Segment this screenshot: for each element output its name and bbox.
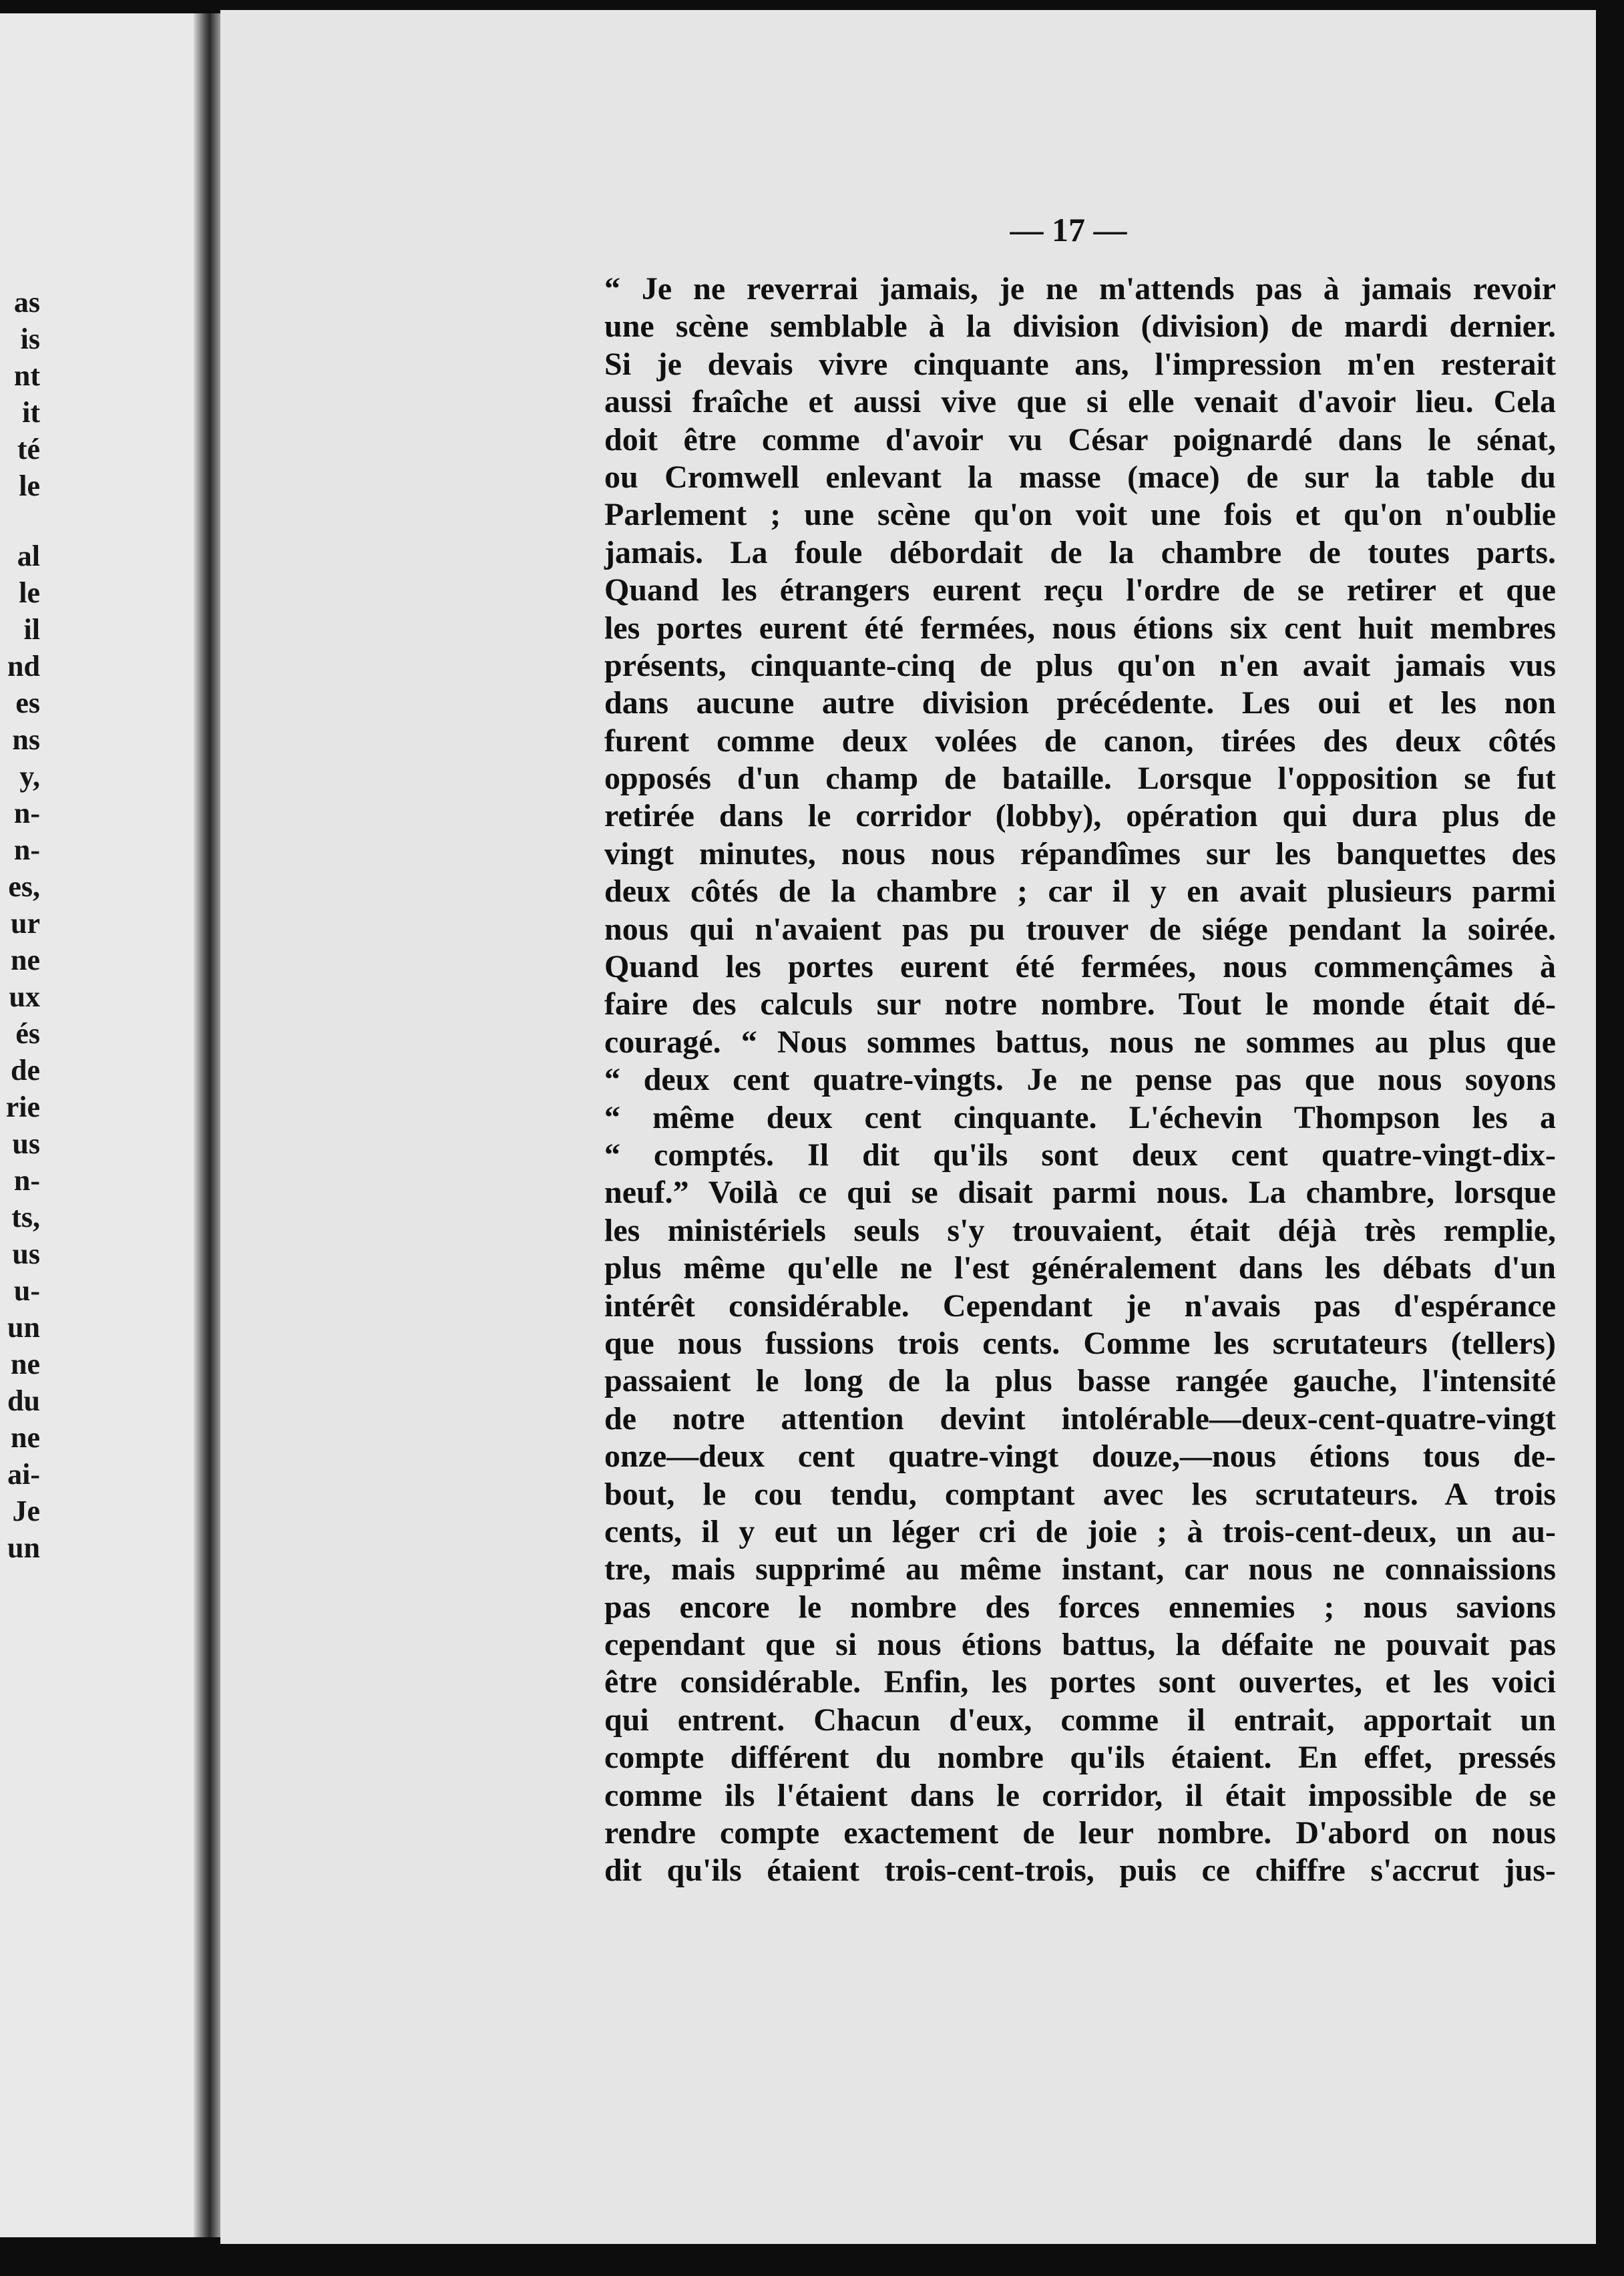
previous-page-fragment: it (22, 396, 40, 429)
previous-page-fragment: ne (11, 1421, 40, 1454)
text-line: passaient le long de la plus basse rangée gauche, l'intensité (604, 1363, 1556, 1399)
text-line: dans aucune autre division précédente. Les oui et les non (604, 685, 1556, 721)
text-line: être considérable. Enfin, les portes sont ouvertes, et les voici (604, 1664, 1556, 1700)
text-line: Quand les étrangers eurent reçu l'ordre de se retirer et que (604, 572, 1556, 608)
text-line: compte différent du nombre qu'ils étaient. En effet, pressés (604, 1740, 1556, 1776)
text-line: furent comme deux volées de canon, tirées des deux côtés (604, 723, 1556, 759)
text-line: neuf.” Voilà ce qui se disait parmi nous. La chambre, lorsque (604, 1175, 1556, 1211)
text-line: doit être comme d'avoir vu César poignardé dans le sénat, (604, 421, 1556, 457)
previous-page-fragment: un (7, 1531, 40, 1564)
previous-page-fragment: y, (19, 760, 40, 793)
text-line: “ deux cent quatre-vingts. Je ne pense pas que nous soyons (604, 1062, 1556, 1098)
text-line: onze—deux cent quatre-vingt douze,—nous étions tous de- (604, 1439, 1556, 1475)
previous-page-fragment: al (17, 540, 40, 572)
text-line: Parlement ; une scène qu'on voit une fois et qu'on n'oublie (604, 497, 1556, 533)
text-line: ou Cromwell enlevant la masse (mace) de sur la table du (604, 459, 1556, 495)
previous-page-fragment: es, (8, 870, 40, 903)
previous-page-fragment: as (13, 286, 40, 319)
previous-page-fragment: is (20, 323, 40, 355)
text-line: retirée dans le corridor (lobby), opération qui dura plus de (604, 798, 1556, 834)
previous-page-edge (0, 13, 202, 2237)
text-line: dit qu'ils étaient trois-cent-trois, puis ce chiffre s'accrut jus- (604, 1853, 1556, 1889)
previous-page-fragment: un (7, 1311, 40, 1344)
previous-page-fragment: ai- (7, 1458, 40, 1491)
previous-page-fragment: Je (12, 1495, 40, 1527)
previous-page-fragment: rie (5, 1091, 40, 1123)
text-line: vingt minutes, nous nous répandîmes sur les banquettes des (604, 835, 1556, 872)
previous-page-fragment: le (19, 469, 40, 502)
text-line: bout, le cou tendu, comptant avec les scrutateurs. A trois (604, 1476, 1556, 1512)
text-line: cents, il y eut un léger cri de joie ; à trois-cent-deux, un au- (604, 1513, 1556, 1549)
previous-page-fragment: n- (13, 833, 40, 866)
previous-page-fragment: n- (13, 1164, 40, 1197)
text-line: Quand les portes eurent été fermées, nous commençâmes à (604, 949, 1556, 985)
text-line: les ministériels seuls s'y trouvaient, était déjà très remplie, (604, 1212, 1556, 1248)
text-line: plus même qu'elle ne l'est généralement dans les débats d'un (604, 1250, 1556, 1286)
previous-page-fragment: es (15, 687, 40, 719)
previous-page-fragment: n- (13, 797, 40, 829)
text-line: jamais. La foule débordait de la chambre de toutes parts. (604, 534, 1556, 570)
text-line: comme ils l'étaient dans le corridor, il était impossible de se (604, 1777, 1556, 1813)
previous-page-fragment: nd (7, 650, 40, 683)
text-line: pas encore le nombre des forces ennemies ; nous savions (604, 1589, 1556, 1625)
previous-page-fragment: ts, (11, 1201, 40, 1234)
previous-page-fragment: és (15, 1017, 40, 1050)
previous-page-fragment: le (19, 576, 40, 609)
previous-page-fragment: us (12, 1127, 40, 1160)
previous-page-fragment: du (7, 1384, 40, 1417)
book-gutter (194, 13, 220, 2237)
text-line: présents, cinquante-cinq de plus qu'on n'en avait jamais vus (604, 647, 1556, 683)
text-line: qui entrent. Chacun d'eux, comme il entrait, apportait un (604, 1702, 1556, 1738)
text-line: Si je devais vivre cinquante ans, l'impression m'en resterait (604, 346, 1556, 382)
previous-page-fragment: nt (13, 359, 40, 392)
text-line: de notre attention devint intolérable—deux-cent-quatre-vingt (604, 1400, 1556, 1437)
page-body-text (604, 270, 1556, 1890)
previous-page-fragment: de (11, 1054, 40, 1087)
previous-page-fragment: ne (11, 1348, 40, 1380)
text-line: nous qui n'avaient pas pu trouver de siége pendant la soirée. (604, 911, 1556, 947)
text-line: les portes eurent été fermées, nous étions six cent huit membres (604, 610, 1556, 646)
previous-page-line-fragments (0, 284, 40, 1566)
text-line: que nous fussions trois cents. Comme les scrutateurs (tellers) (604, 1325, 1556, 1361)
text-line: deux côtés de la chambre ; car il y en avait plusieurs parmi (604, 874, 1556, 910)
text-line: rendre compte exactement de leur nombre. D'abord on nous (604, 1815, 1556, 1851)
text-line: “ comptés. Il dit qu'ils sont deux cent quatre-vingt-dix- (604, 1137, 1556, 1173)
previous-page-fragment: ns (12, 723, 40, 756)
page-number: — 17 — (1010, 211, 1127, 248)
text-line: tre, mais supprimé au même instant, car nous ne connaissions (604, 1551, 1556, 1587)
text-line: “ Je ne reverrai jamais, je ne m'attends pas à jamais revoir (604, 271, 1556, 307)
previous-page-fragment: té (17, 433, 40, 465)
book-page (220, 10, 1596, 2244)
previous-page-fragment: ne (11, 944, 40, 976)
previous-page-fragment: u- (13, 1274, 40, 1307)
text-line: couragé. “ Nous sommes battus, nous ne sommes au plus que (604, 1024, 1556, 1060)
text-line: opposés d'un champ de bataille. Lorsque l'opposition se fut (604, 761, 1556, 797)
text-line: une scène semblable à la division (division) de mardi dernier. (604, 309, 1556, 345)
previous-page-fragment: il (23, 613, 40, 646)
previous-page-fragment: ux (9, 980, 40, 1013)
text-line: intérêt considérable. Cependant je n'avais pas d'espérance (604, 1288, 1556, 1324)
text-line: cependant que si nous étions battus, la défaite ne pouvait pas (604, 1627, 1556, 1663)
previous-page-fragment (0, 504, 40, 538)
text-line: “ même deux cent cinquante. L'échevin Thompson les a (604, 1099, 1556, 1135)
previous-page-fragment: ur (11, 907, 40, 940)
text-line: aussi fraîche et aussi vive que si elle venait d'avoir lieu. Cela (604, 384, 1556, 420)
previous-page-fragment: us (12, 1238, 40, 1270)
text-line: faire des calculs sur notre nombre. Tout le monde était dé- (604, 986, 1556, 1022)
